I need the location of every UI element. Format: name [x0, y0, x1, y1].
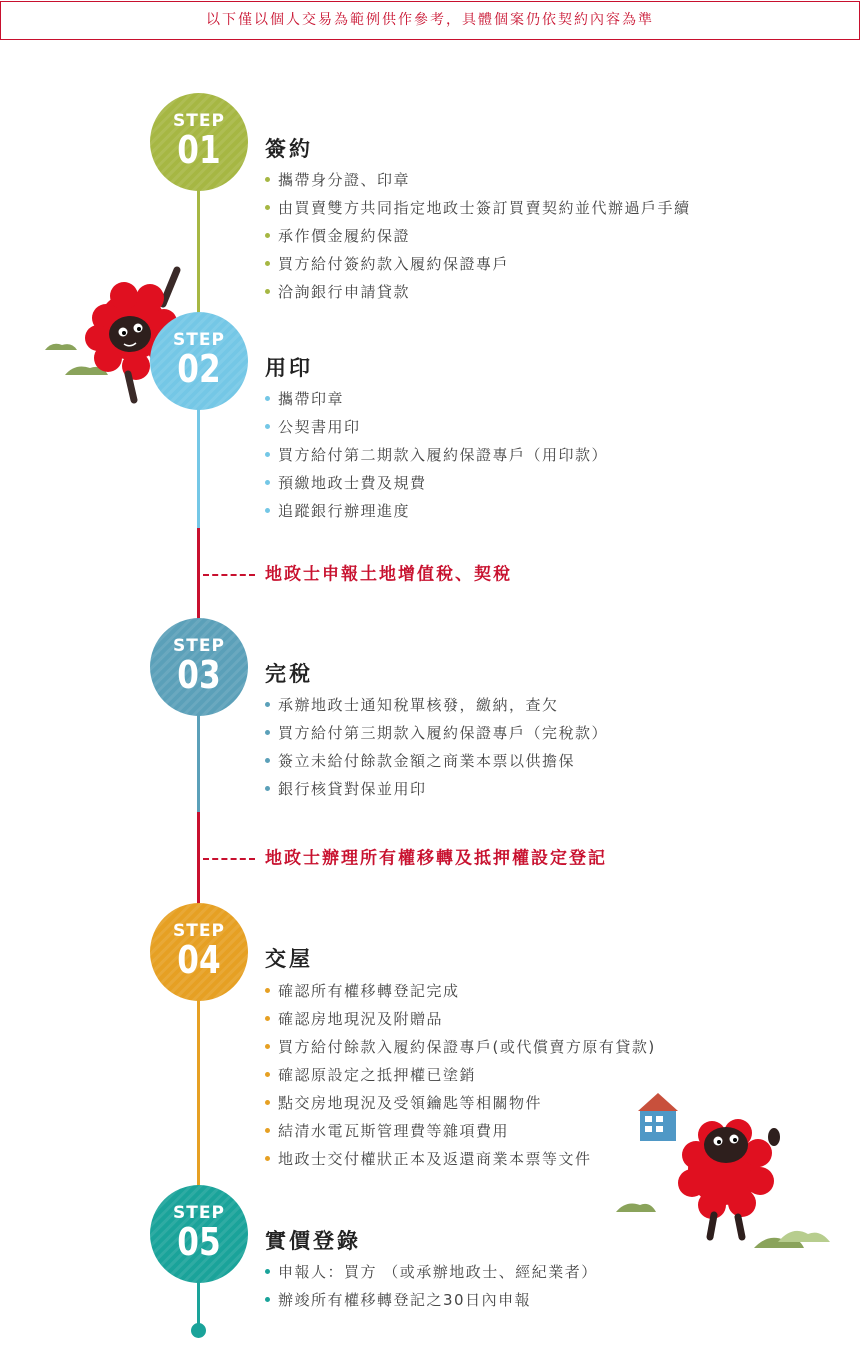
list-item: 買方給付餘款入履約保證專戶(或代償賣方原有貸款)	[265, 1033, 656, 1061]
list-item: 由買賣雙方共同指定地政士簽訂買賣契約並代辦過戶手續	[265, 194, 691, 222]
step-label: STEP	[173, 330, 225, 350]
list-item: 攜帶印章	[265, 385, 608, 413]
step-number: 02	[177, 347, 221, 391]
step-04-badge	[150, 903, 248, 1001]
list-item: 銀行核貸對保並用印	[265, 775, 608, 803]
step-label: STEP	[173, 1203, 225, 1223]
list-item: 申報人：買方 （或承辦地政士、經紀業者）	[265, 1258, 598, 1286]
step-05-items	[265, 1258, 598, 1314]
list-item: 確認原設定之抵押權已塗銷	[265, 1061, 656, 1089]
list-item: 買方給付第二期款入履約保證專戶（用印款）	[265, 441, 608, 469]
registration-note: 地政士辦理所有權移轉及抵押權設定登記	[203, 843, 607, 873]
list-item: 結清水電瓦斯管理費等雜項費用	[265, 1117, 656, 1145]
step-label: STEP	[173, 111, 225, 131]
step-label: STEP	[173, 921, 225, 941]
step-02-items	[265, 385, 608, 525]
disclaimer-banner: 以下僅以個人交易為範例供作參考，具體個案仍依契約內容為準	[0, 1, 860, 40]
step-number: 03	[177, 653, 221, 697]
step-number: 04	[177, 938, 221, 982]
list-item: 辦竣所有權移轉登記之30日內申報	[265, 1286, 598, 1314]
step-label: STEP	[173, 636, 225, 656]
step-01-items	[265, 166, 691, 306]
step-number: 01	[177, 128, 221, 172]
list-item: 買方給付簽約款入履約保證專戶	[265, 250, 691, 278]
list-item: 點交房地現況及受領鑰匙等相關物件	[265, 1089, 656, 1117]
tax-filing-note: 地政士申報土地增值稅、契稅	[203, 559, 512, 589]
step-04-items	[265, 977, 656, 1173]
list-item: 買方給付第三期款入履約保證專戶（完稅款）	[265, 719, 608, 747]
list-item: 承作價金履約保證	[265, 222, 691, 250]
step-04-title: 交屋	[265, 947, 313, 971]
step-03-items	[265, 691, 608, 803]
list-item: 地政士交付權狀正本及返還商業本票等文件	[265, 1145, 656, 1173]
step-01-badge	[150, 93, 248, 191]
list-item: 預繳地政士費及規費	[265, 469, 608, 497]
step-02-title: 用印	[265, 356, 313, 380]
step-03-badge	[150, 618, 248, 716]
step-01-title: 簽約	[265, 137, 313, 161]
list-item: 承辦地政士通知稅單核發，繳納，查欠	[265, 691, 608, 719]
dashed-connector	[203, 858, 255, 860]
step-05-badge	[150, 1185, 248, 1283]
step-02-badge	[150, 312, 248, 410]
list-item: 確認房地現況及附贈品	[265, 1005, 656, 1033]
list-item: 攜帶身分證、印章	[265, 166, 691, 194]
list-item: 追蹤銀行辦理進度	[265, 497, 608, 525]
list-item: 公契書用印	[265, 413, 608, 441]
timeline-end-dot	[191, 1323, 206, 1338]
dashed-connector	[203, 574, 255, 576]
list-item: 確認所有權移轉登記完成	[265, 977, 656, 1005]
step-05-title: 實價登錄	[265, 1229, 361, 1253]
step-03-title: 完稅	[265, 662, 313, 686]
list-item: 簽立未給付餘款金額之商業本票以供擔保	[265, 747, 608, 775]
step-number: 05	[177, 1220, 221, 1264]
list-item: 洽詢銀行申請貸款	[265, 278, 691, 306]
